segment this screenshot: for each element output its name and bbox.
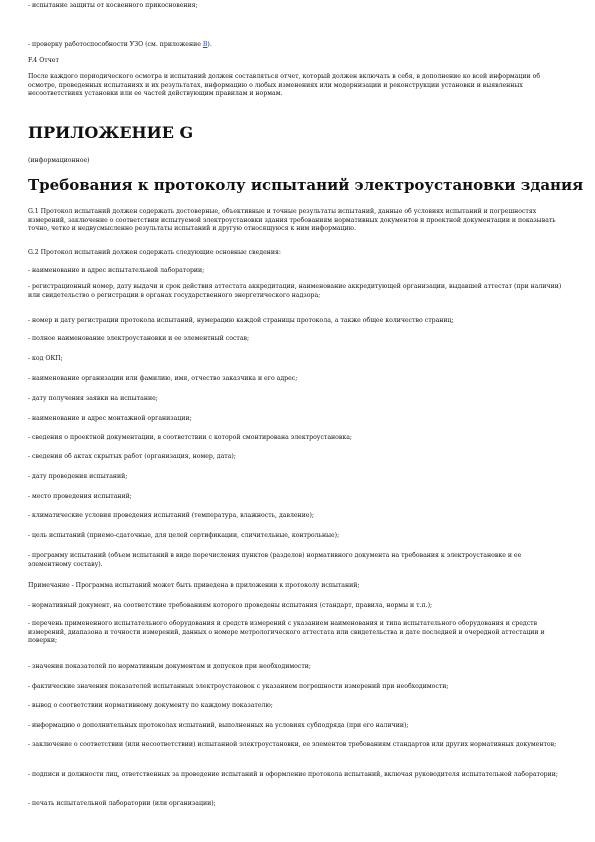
clause-g2: G.2 Протокол испытаний должен содержать следующие основные сведения: [28, 249, 281, 256]
appendix-title: ПРИЛОЖЕНИЕ G [28, 123, 194, 142]
rcd-check-prefix: - проверку работоспособности УЗО (см. приложение [28, 41, 203, 48]
list-item: - фактические значения показателей испытанных электроустановок с указанием погрешности измерений при необходимости; [28, 683, 449, 690]
list-item: - наименование организации или фамилию, имя, отчество заказчика и его адрес; [28, 375, 298, 382]
list-item: - климатические условия проведения испытаний (температура, влажность, давление); [28, 512, 314, 519]
section-f4-heading: F.4 Отчет [28, 57, 59, 64]
rcd-check-suffix: ). [207, 41, 212, 48]
list-item: - регистрационный номер, дату выдачи и срок действия аттестата аккредитации, наименование аккредитующей организации, выдавшей аттестат (при наличии) или свидетельство о регистрации в органах государственного энергетического надзора; [28, 283, 562, 299]
note: Примечание - Программа испытаний может быть приведена в приложении к протоколу испытаний; [28, 582, 360, 589]
list-item-rcd-check [28, 41, 564, 50]
list-item: - место проведения испытаний; [28, 493, 132, 500]
list-item: - наименование и адрес испытательной лаборатории; [28, 267, 205, 274]
list-item: - дату получения заявки на испытание; [28, 395, 158, 402]
list-item-indirect-contact: - испытание защиты от косвенного прикосновения; [28, 2, 198, 9]
list-item: - перечень примененного испытательного оборудования и средств измерений с указанием наименования и типа испытательного оборудования и средств измерений, диапазона и точности измерений, данных о номере метрологического аттестата или свидетельства и дате последней и очередной аттестации и поверки; [28, 620, 545, 645]
list-item: - нормативный документ, на соответствие требованиям которого проведены испытания (стандарт, правила, нормы и т.п.); [28, 602, 433, 609]
list-item: - сведения об актах скрытых работ (организация, номер, дата); [28, 453, 236, 460]
list-item: - полное наименование электроустановки и ее элементный состав; [28, 335, 250, 342]
appendix-b-link[interactable]: В [202, 41, 208, 48]
list-item: - цель испытаний (приемо-сдаточные, для целей сертификации, сличительные, контрольные); [28, 532, 340, 539]
list-item: - значения показателей по нормативным документам и допусков при необходимости; [28, 663, 311, 670]
list-item: - наименование и адрес монтажной организации; [28, 415, 192, 422]
list-item: - заключение о соответствии (или несоответствии) испытанной электроустановки, ее элементов требованиям стандартов или других нормативных документов; [28, 741, 557, 748]
list-item: - подписи и должности лиц, ответственных за проведение испытаний и оформление протокола испытаний, включая руководителя испытательной лаборатории; [28, 771, 558, 778]
appendix-heading: Требования к протоколу испытаний электроустановки здания [28, 176, 584, 194]
clause-g1: G.1 Протокол испытаний должен содержать достоверные, объективные и точные результаты испытаний, данные об условиях испытаний и погрешностях измерений, заключение о соответствии испытуемой электроустановки здания требованиям нормативных документов и проектной документации и показывать точно, четко и недвусмысленно результаты испытаний и другую относящуюся к ним информацию. [28, 208, 556, 233]
appendix-status: (информационное) [28, 157, 90, 164]
list-item: - программу испытаний (объем испытаний в виде перечисления пунктов (разделов) нормативного документа на требования к электроустановке и ее элементному составу). [28, 552, 522, 568]
section-f4-text: После каждого периодического осмотра и испытаний должен составляться отчет, который должен включать в себя, в дополнение ко всей информации об осмотре, проведенных испытаниях и их результатах, информацию о любых изменениях или модернизации и реконструкции установки и выявленных несоответствиях установки или ее частей действующим правилам и нормам. [28, 73, 541, 98]
list-item: - номер и дату регистрации протокола испытаний, нумерацию каждой страницы протокола, а также общее количество страниц; [28, 317, 454, 324]
list-item: - вывод о соответствии нормативному документу по каждому показателю; [28, 702, 273, 709]
list-item: - код ОКП; [28, 355, 63, 362]
list-item: - печать испытательной лаборатории (или организации); [28, 800, 216, 807]
list-item: - дату проведения испытаний; [28, 473, 128, 480]
list-item: - сведения о проектной документации, в соответствии с которой смонтирована электроустановка; [28, 434, 352, 441]
list-item: - информацию о дополнительных протоколах испытаний, выполненных на условиях субподряда (при его наличии); [28, 722, 409, 729]
